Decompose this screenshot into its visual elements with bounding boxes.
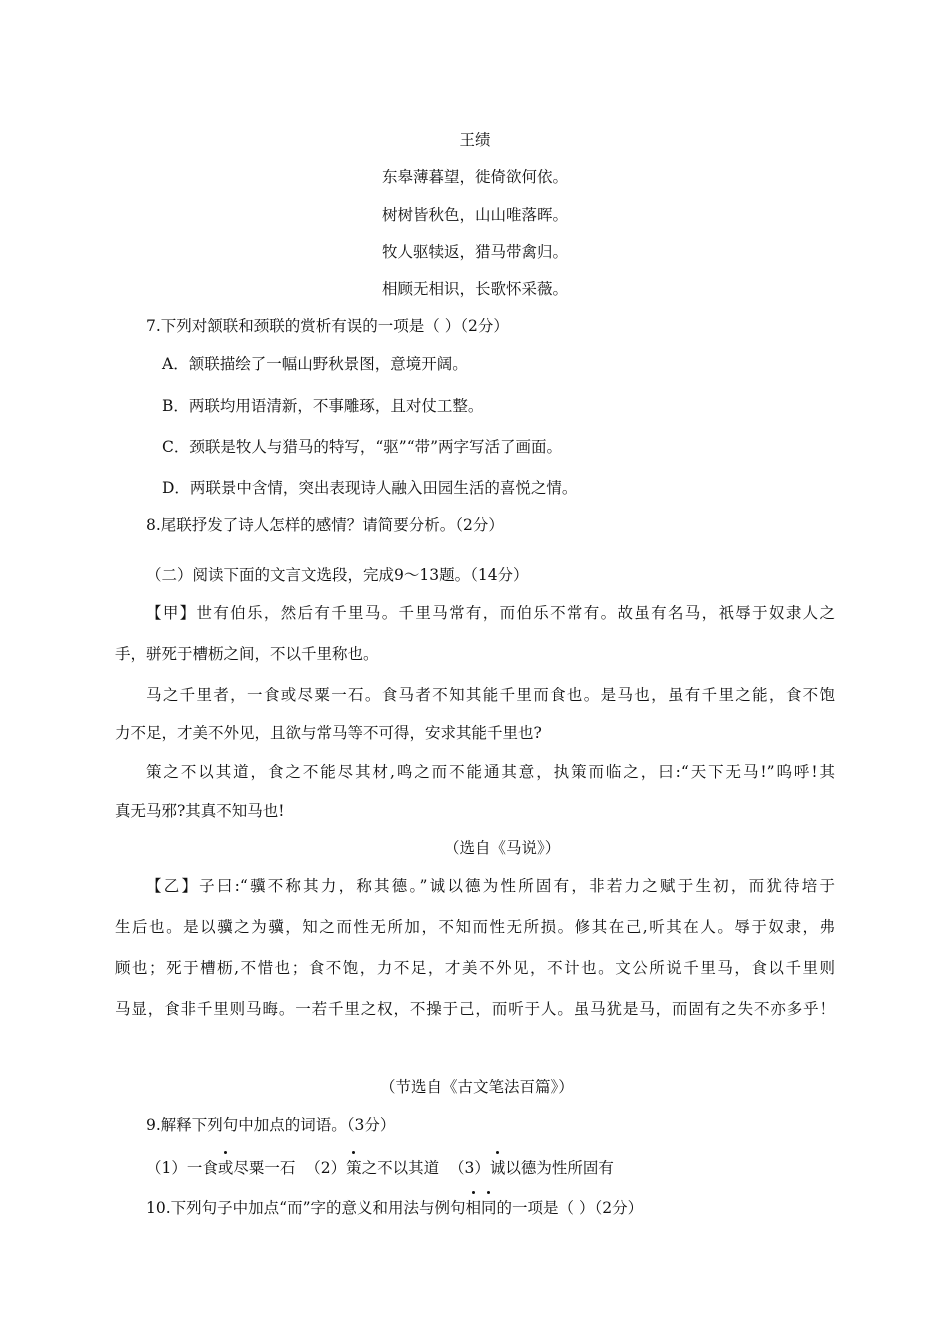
poem-line-3: 牧人驱犊返，猎马带禽归。 bbox=[381, 243, 568, 261]
passage-yi-line4: 马显，食非千里则马晦。一若千里之权，不操于己，而听于人。虽马犹是马，而固有之失不亦多乎！ bbox=[115, 1000, 835, 1018]
section-2-heading: （二）阅读下面的文言文选段，完成9～13题。（14分） bbox=[146, 566, 529, 584]
passage-jia-p1-line2: 手，骈死于槽枥之间，不以千里称也。 bbox=[115, 645, 379, 663]
question-9-item-1-suffix: 尽粟一石 bbox=[233, 1159, 296, 1177]
question-7-option-a: A．颔联描绘了一幅山野秋景图，意境开阔。 bbox=[162, 355, 468, 373]
passage-jia-p1-line1: 【甲】世有伯乐，然后有千里马。千里马常有，而伯乐不常有。故虽有名马，祇辱于奴隶人之 bbox=[146, 604, 835, 622]
poem-line-2: 树树皆秋色，山山唯落晖。 bbox=[381, 206, 568, 224]
poem-line-1: 东皋薄暮望，徙倚欲何依。 bbox=[381, 168, 568, 186]
passage-jia-source: （选自《马说》） bbox=[444, 839, 561, 857]
question-9-item-3-suffix: 以德为性所固有 bbox=[505, 1159, 614, 1177]
question-9-item-1-prefix: （1）一食 bbox=[146, 1159, 218, 1177]
passage-yi-line2: 生后也。是以骥之为骥，知之而性无所加，不知而性无所损。修其在己,听其在人。辱于奴隶，弗 bbox=[115, 918, 835, 936]
emphasis-dot-char: 或 bbox=[217, 1159, 234, 1177]
passage-yi-source: （节选自《古文笔法百篇》） bbox=[380, 1078, 574, 1096]
question-10-stem-end: 的一项是（ ）（2分） bbox=[496, 1199, 644, 1217]
question-9-item-2-prefix: （2） bbox=[305, 1159, 347, 1177]
question-9-item-2-suffix: 之不以其道 bbox=[361, 1159, 440, 1177]
passage-jia-p3-line2: 真无马邪?其真不知马也! bbox=[115, 802, 285, 820]
emphasis-dot-char: 诚 bbox=[489, 1159, 506, 1177]
question-7-option-c: C．颈联是牧人与猎马的特写，“驱”“带”两字写活了画面。 bbox=[162, 438, 563, 456]
question-7-stem: 7.下列对颔联和颈联的赏析有误的一项是（ ）（2分） bbox=[146, 317, 509, 335]
passage-yi-line3: 顾也；死于槽枥,不惜也；食不饱，力不足，才美不外见，不计也。文公所说千里马，食以千里则 bbox=[115, 959, 835, 977]
question-9-item-3-prefix: （3） bbox=[449, 1159, 490, 1177]
question-9-items bbox=[146, 1158, 614, 1178]
passage-jia-p2-line2: 力不足，才美不外见，且欲与常马等不可得，安求其能千里也? bbox=[115, 724, 542, 742]
passage-jia-p2-line1: 马之千里者，一食或尽粟一石。食马者不知其能千里而食也。是马也，虽有千里之能，食不饱 bbox=[146, 686, 835, 704]
question-9-stem: 9.解释下列句中加点的词语。（3分） bbox=[146, 1116, 396, 1134]
emphasis-dot-char: 策 bbox=[346, 1159, 362, 1177]
question-7-option-b: B．两联均用语清新，不事雕琢，且对仗工整。 bbox=[162, 397, 484, 415]
question-8-stem: 8.尾联抒发了诗人怎样的感情？请简要分析。（2分） bbox=[146, 516, 504, 534]
question-10-stem bbox=[146, 1198, 643, 1218]
question-7-option-d: D．两联景中含情，突出表现诗人融入田园生活的喜悦之情。 bbox=[162, 479, 578, 497]
emphasis-dot-char: 相 bbox=[465, 1199, 482, 1217]
passage-yi-line1: 【乙】子曰:“骥不称其力，称其德。”诚以德为性所固有，非若力之赋于生初，而犹待培于 bbox=[146, 877, 835, 895]
passage-jia-p3-line1: 策之不以其道，食之不能尽其材,鸣之而不能通其意，执策而临之，曰:“天下无马!”呜呼!其 bbox=[146, 763, 835, 781]
question-10-stem-start: 10.下列句子中加点“而”字的意义和用法与例句 bbox=[146, 1199, 466, 1217]
poem-line-4: 相顾无相识，长歌怀采薇。 bbox=[381, 280, 568, 298]
poem-author: 王绩 bbox=[459, 131, 491, 149]
emphasis-dot-char: 同 bbox=[481, 1199, 497, 1217]
